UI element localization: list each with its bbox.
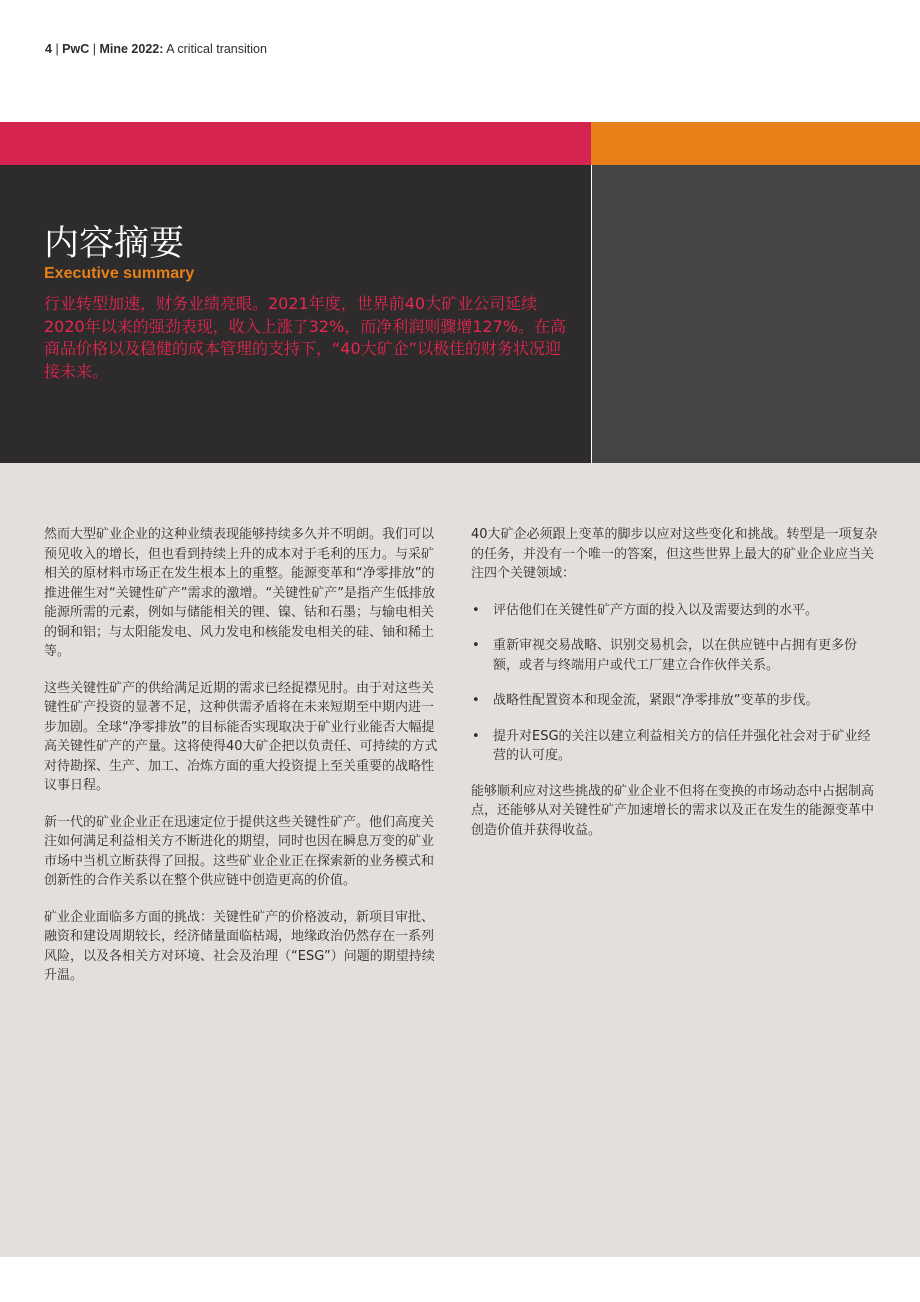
header-separator: | — [55, 42, 59, 56]
body-paragraph: 然而大型矿业企业的这种业绩表现能够持续多久并不明朗。我们可以预见收入的增长，但也看到持续上升的成本对于毛利的压力。与采矿相关的原材料市场正在发生根本上的重整。能源变革和“净零排放”的推进催生对“关键性矿产”需求的激增。“关键性矿产”是指产生低排放能源所需的元素，例如与储能相关的锂、镍、钴和石墨；与输电相关的铜和铝；与太阳能发电、风力发电和核能发电相关的硅、铀和稀土等。 — [44, 527, 435, 659]
right-column — [471, 525, 881, 857]
bullet-icon: • — [472, 728, 480, 744]
key-areas-list — [471, 601, 881, 766]
page-number: 4 — [45, 42, 52, 56]
bullet-icon: • — [472, 638, 480, 653]
bullet-icon: • — [472, 602, 480, 618]
publication-subtitle: A critical transition — [166, 42, 267, 56]
intro-paragraph: 40大矿企必须跟上变革的脚步以应对这些变化和挑战。转型是一项复杂的任务，并没有一个唯一的答案，但这些世界上最大的矿业企业应当关注四个关键领域： — [471, 527, 878, 581]
list-item — [471, 601, 881, 621]
list-item-text: 评估他们在关键性矿产方面的投入以及需要达到的水平。 — [493, 602, 819, 618]
list-item-text: 战略性配置资本和现金流，紧跟“净零排放”变革的步伐。 — [493, 693, 819, 708]
section-title-english: Executive summary — [44, 265, 195, 282]
list-item — [471, 636, 881, 675]
running-header — [45, 42, 267, 56]
header-separator: | — [92, 42, 96, 56]
list-item-text: 重新审视交易战略、识别交易机会，以在供应链中占拥有更多份额，或者与终端用户或代工厂建立合作伙伴关系。 — [493, 638, 858, 673]
lead-paragraph: 行业转型加速，财务业绩亮眼。2021年度，世界前40大矿业公司延续2020年以来的强劲表现，收入上涨了32%，而净利润则骤增127%。在高商品价格以及稳健的成本管理的支持下，“40大矿企”以极佳的财务状况迎接未来。 — [44, 294, 567, 381]
list-item — [471, 727, 881, 766]
publication-name: Mine 2022: — [99, 42, 164, 56]
red-color-band — [0, 122, 591, 165]
brand-name: PwC — [62, 42, 90, 56]
list-item — [471, 691, 881, 711]
section-title-chinese: 内容摘要 — [44, 224, 185, 264]
bullet-icon: • — [472, 693, 480, 708]
body-paragraph: 新一代的矿业企业正在迅速定位于提供这些关键性矿产。他们高度关注如何满足利益相关方不断进化的期望，同时也因在瞬息万变的矿业市场中当机立断获得了回报。这些矿业企业正在探索新的业务模式和创新性的合作关系以在整个供应链中创造更高的价值。 — [44, 814, 435, 888]
conclusion-paragraph: 能够顺利应对这些挑战的矿业企业不但将在变换的市场动态中占据制高点，还能够从对关键性矿产加速增长的需求以及正在发生的能源变革中创造价值并获得收益。 — [471, 783, 875, 838]
hero-side-panel — [592, 165, 920, 463]
left-column — [44, 525, 444, 1003]
orange-color-band — [591, 122, 920, 165]
body-paragraph: 矿业企业面临多方面的挑战：关键性矿产的价格波动，新项目审批、融资和建设周期较长，经济储量面临枯竭，地缘政治仍然存在一系列风险，以及各相关方对环境、社会及治理（“ESG”）问题的期望持续升温。 — [44, 909, 435, 983]
body-paragraph: 这些关键性矿产的供给满足近期的需求已经捉襟见肘。由于对这些关键性矿产投资的显著不足，这种供需矛盾将在未来短期至中期内进一步加剧。全球“净零排放”的目标能否实现取决于矿业行业能否大幅提高关键性矿产的产量。这将使得40大矿企把以负责任、可持续的方式对待勘探、生产、加工、冶炼方面的重大投资提上至关重要的战略性议事日程。 — [44, 680, 438, 793]
list-item-text: 提升对ESG的关注以建立利益相关方的信任并强化社会对于矿业经营的认可度。 — [493, 728, 871, 763]
